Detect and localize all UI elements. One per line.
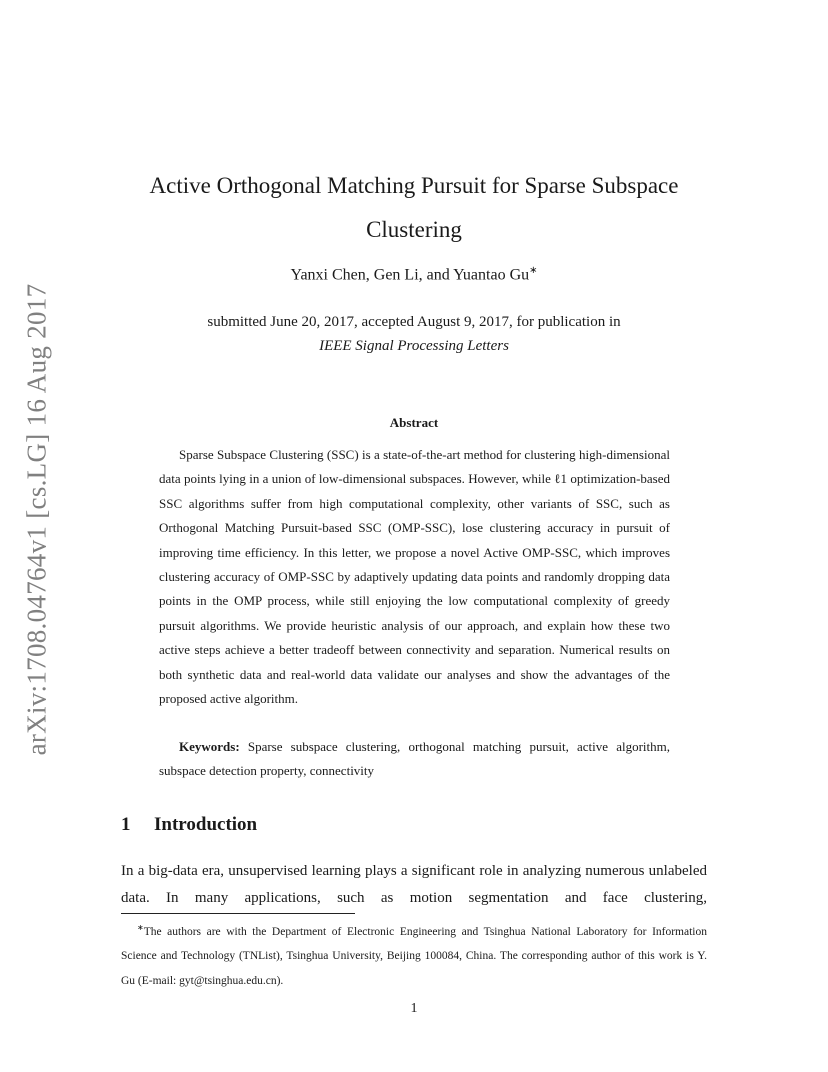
submission-line: submitted June 20, 2017, accepted August 9, 2017, for publication in <box>207 314 621 330</box>
page-number: 1 <box>410 1001 418 1016</box>
section-heading-introduction <box>121 814 257 836</box>
author-footnote-mark: ∗ <box>529 265 538 276</box>
arxiv-identifier-stamp <box>20 283 54 755</box>
abstract-heading: Abstract <box>389 415 439 430</box>
keywords-label: Keywords: <box>179 739 240 754</box>
section-title: Introduction <box>154 814 258 835</box>
author-line <box>100 265 728 284</box>
footnote-divider <box>121 913 355 914</box>
arxiv-identifier-text: arXiv:1708.04764v1 [cs.LG] 16 Aug 2017 <box>21 283 52 755</box>
abstract-body: Sparse Subspace Clustering (SSC) is a state-of-the-art method for clustering high-dimensional data points lying in a union of low-dimensional subspaces. However, while ℓ1 optimization-based SSC algorithms suffer from high computational complexity, other variants of SSC, such as Orthogonal Matching Pursuit-based SSC (OMP-SSC), lose clustering accuracy in pursuit of improving time efficiency. In this letter, we propose a novel Active OMP-SSC, which improves clustering accuracy of OMP-SSC by adaptively updating data points and randomly dropping data points in the OMP process, while still enjoying the low computational complexity of greedy pursuit algorithms. We provide heuristic analysis of our approach, and explain how these two active steps achieve a better tradeoff between connectivity and separation. Numerical results on both synthetic data and real-world data validate our analyses and show the advantages of the proposed active algorithm. <box>159 447 670 707</box>
author-names: Yanxi Chen, Gen Li, and Yuantao Gu <box>290 266 530 284</box>
section-number: 1 <box>121 814 131 835</box>
author-footnote <box>121 916 707 993</box>
footnote-mark: ∗ <box>137 923 144 932</box>
paper-title: Active Orthogonal Matching Pursuit for Sparse Subspace Clustering <box>149 173 679 242</box>
submission-info <box>100 310 728 358</box>
publication-venue: IEEE Signal Processing Letters <box>319 338 509 354</box>
keywords-paragraph <box>159 735 670 784</box>
footnote-text: The authors are with the Department of Electronic Engineering and Tsinghua National Laboratory for Information Science and Technology (TNList), Tsinghua University, Beijing 100084, China. The corresponding author of this work is Y. Gu (E-mail: gyt@tsinghua.edu.cn). <box>121 925 707 987</box>
keywords-list: Sparse subspace clustering, orthogonal matching pursuit, active algorithm, subspace detection property, connectivity <box>159 739 670 779</box>
introduction-paragraph: In a big-data era, unsupervised learning plays a significant role in analyzing numerous unlabeled data. In many applications, such as motion segmentation and face clustering, <box>121 863 707 906</box>
